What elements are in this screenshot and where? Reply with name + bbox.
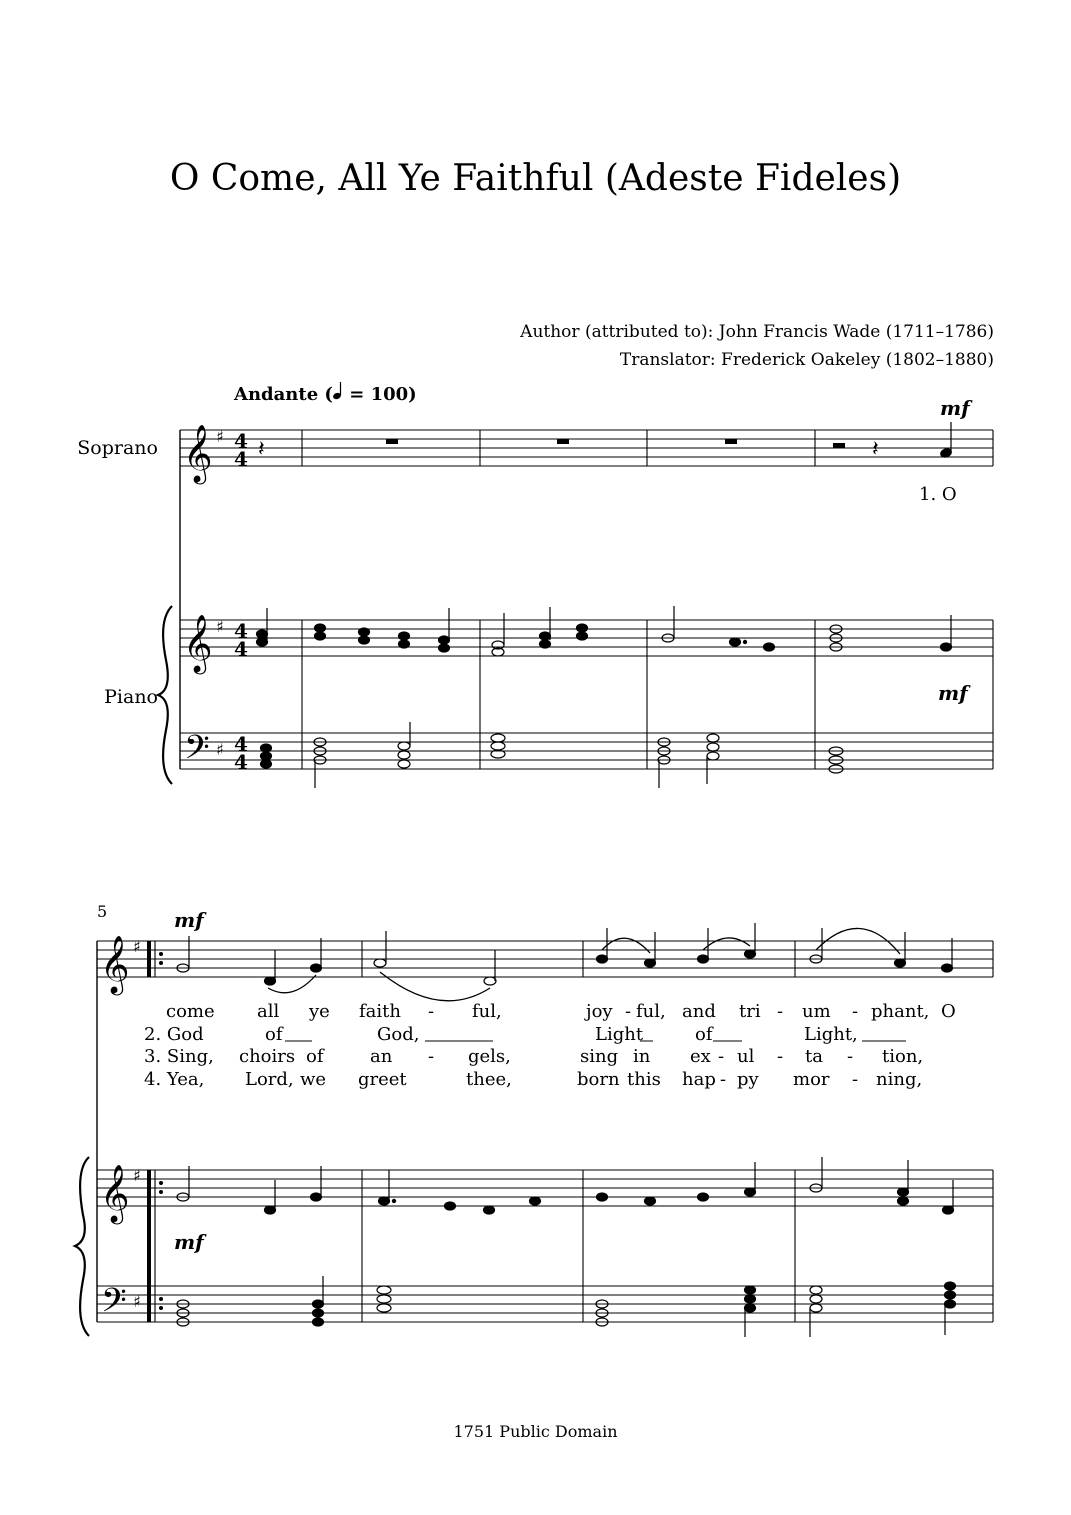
soprano-label: Soprano bbox=[77, 437, 158, 459]
svg-text:4: 4 bbox=[234, 619, 248, 643]
piano-label: Piano bbox=[104, 686, 158, 708]
svg-text:4: 4 bbox=[234, 732, 248, 756]
lyric-syllable: - bbox=[777, 1001, 784, 1022]
svg-text:♯: ♯ bbox=[216, 617, 224, 636]
lyric-syllable: 4. Yea, bbox=[144, 1069, 205, 1090]
lyric-syllable: hap bbox=[682, 1069, 716, 1090]
svg-text:♯: ♯ bbox=[133, 1292, 141, 1311]
lyric-syllable: this bbox=[627, 1069, 661, 1090]
copyright-footer: 1751 Public Domain bbox=[453, 1422, 618, 1441]
lyric-syllable: 2. God bbox=[144, 1024, 204, 1045]
lyric-syllable: - bbox=[777, 1046, 784, 1067]
lyric-syllable: ful, bbox=[472, 1001, 502, 1022]
measure-number: 5 bbox=[97, 902, 108, 921]
lyric-syllable: py bbox=[737, 1069, 759, 1090]
lyric-syllable: born bbox=[577, 1069, 620, 1090]
lyric-syllable: mor bbox=[793, 1069, 830, 1090]
lyric-syllable: - bbox=[718, 1046, 725, 1067]
lyric-syllable: ul bbox=[737, 1046, 755, 1067]
svg-text:𝄞: 𝄞 bbox=[183, 424, 213, 482]
svg-text:𝄢: 𝄢 bbox=[101, 1282, 127, 1328]
piano-treble-staff-2 bbox=[97, 1170, 993, 1206]
tempo-label: Andante ( bbox=[234, 384, 333, 405]
svg-text:𝄽: 𝄽 bbox=[258, 437, 265, 462]
svg-text:♯: ♯ bbox=[133, 937, 141, 956]
lyric-syllable: of bbox=[265, 1024, 283, 1045]
lyric-syllable: Light, bbox=[804, 1024, 858, 1045]
lyric-syllable: of bbox=[695, 1024, 713, 1045]
lyric-syllable: all bbox=[257, 1001, 280, 1022]
lyric-syllable: - bbox=[720, 1069, 727, 1090]
lyric-syllable: O bbox=[941, 1001, 956, 1022]
lyric-syllable: gels, bbox=[468, 1046, 511, 1067]
lyric-syllable: ning, bbox=[876, 1069, 923, 1090]
svg-text:𝄢: 𝄢 bbox=[184, 729, 210, 775]
lyric-syllable: 3. Sing, bbox=[144, 1046, 214, 1067]
svg-text:♯: ♯ bbox=[216, 427, 224, 446]
svg-text:♯: ♯ bbox=[216, 740, 224, 759]
lyric-syllable: we bbox=[300, 1069, 327, 1090]
lyric-syllable: - bbox=[625, 1001, 632, 1022]
svg-text:♯: ♯ bbox=[133, 1166, 141, 1185]
lyric-syllable: - bbox=[847, 1046, 854, 1067]
lyric-syllable: in bbox=[633, 1046, 651, 1067]
lyric-syllable: and bbox=[682, 1001, 716, 1022]
lyric-syllable: ful, bbox=[636, 1001, 666, 1022]
lyric-syllable: faith bbox=[359, 1001, 401, 1022]
tempo-value: = 100) bbox=[342, 384, 417, 405]
lyric-syllable: joy bbox=[586, 1001, 613, 1022]
lyric-syllable: ye bbox=[309, 1001, 330, 1022]
lyric-syllable: thee, bbox=[466, 1069, 512, 1090]
svg-text:𝄞: 𝄞 bbox=[183, 614, 213, 672]
lyric-syllable: ex bbox=[690, 1046, 711, 1067]
dynamic-mf: mf bbox=[940, 396, 970, 420]
soprano-staff-2 bbox=[97, 941, 993, 977]
lyric-syllable: Lord, bbox=[245, 1069, 294, 1090]
svg-text:𝄽: 𝄽 bbox=[872, 437, 879, 462]
dynamic-mf: mf bbox=[174, 908, 204, 932]
lyric-syllable: - bbox=[428, 1001, 435, 1022]
lyric-syllable: - bbox=[852, 1069, 859, 1090]
lyric-syllable: an bbox=[370, 1046, 393, 1067]
dynamic-mf: mf bbox=[938, 681, 968, 705]
svg-text:4: 4 bbox=[234, 750, 248, 774]
lyric-syllable: phant, bbox=[871, 1001, 930, 1022]
dynamic-mf: mf bbox=[174, 1230, 204, 1254]
lyric-syllable: Light bbox=[595, 1024, 644, 1045]
svg-text:𝄞: 𝄞 bbox=[100, 935, 130, 993]
song-title: O Come, All Ye Faithful (Adeste Fideles) bbox=[169, 158, 902, 199]
lyric-syllable: um bbox=[802, 1001, 831, 1022]
piano-bass-staff-2 bbox=[97, 1286, 993, 1322]
lyric-syllable: choirs bbox=[239, 1046, 296, 1067]
lyric-syllable: come bbox=[166, 1001, 215, 1022]
lyric-syllable: - bbox=[428, 1046, 435, 1067]
svg-text:4: 4 bbox=[234, 429, 248, 453]
lyric-syllable: tri bbox=[739, 1001, 761, 1022]
lyric-syllable: tion, bbox=[882, 1046, 924, 1067]
lyric-pickup: 1. O bbox=[919, 484, 957, 505]
lyric-syllable: of bbox=[306, 1046, 324, 1067]
lyric-syllable: ta bbox=[805, 1046, 823, 1067]
lyric-syllable: sing bbox=[580, 1046, 619, 1067]
translator-credit: Translator: Frederick Oakeley (1802–1880) bbox=[619, 350, 994, 370]
author-credit: Author (attributed to): John Francis Wade (1711–1786) bbox=[520, 322, 994, 342]
svg-text:𝄞: 𝄞 bbox=[100, 1164, 130, 1222]
svg-text:4: 4 bbox=[234, 637, 248, 661]
lyric-syllable: God, bbox=[377, 1024, 420, 1045]
lyric-syllable: greet bbox=[358, 1069, 407, 1090]
svg-text:4: 4 bbox=[234, 447, 248, 471]
lyric-syllable: - bbox=[852, 1001, 859, 1022]
